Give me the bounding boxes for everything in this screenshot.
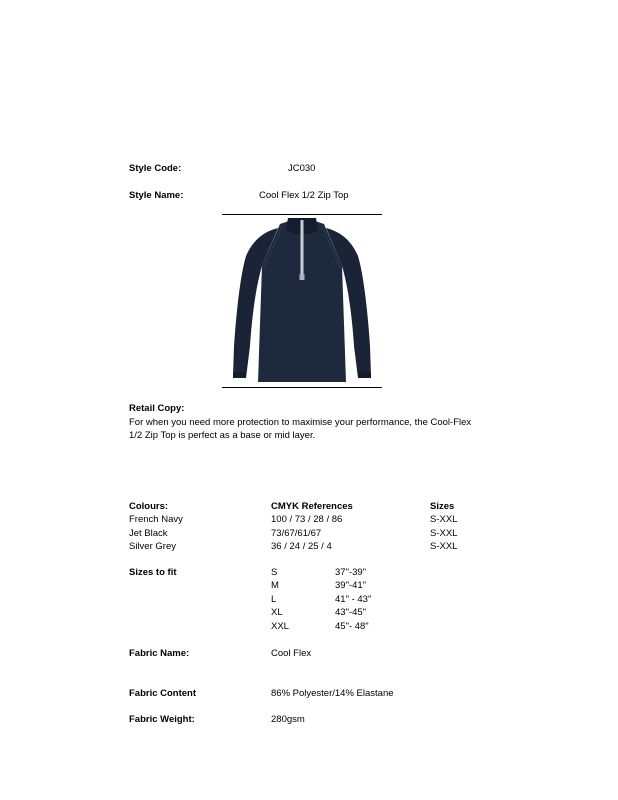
sizes-header: Sizes [430, 501, 455, 512]
colours-header: Colours: [129, 501, 169, 512]
colour-name: Silver Grey [129, 541, 176, 552]
zip-top-garment [233, 218, 371, 382]
colour-name: French Navy [129, 514, 183, 525]
fabric-name-label: Fabric Name: [129, 648, 190, 659]
style-code-value: JC030 [288, 163, 316, 174]
size-fit: 39"-41" [335, 580, 367, 591]
size-fit: 45"- 48" [335, 621, 369, 632]
product-image [222, 216, 382, 386]
image-bottom-rule [222, 387, 382, 388]
colour-sizes: S-XXL [430, 528, 458, 539]
style-name-value: Cool Flex 1/2 Zip Top [259, 190, 349, 201]
fabric-weight-value: 280gsm [271, 714, 305, 725]
size-fit: 41" - 43" [335, 594, 372, 605]
size-fit: 37"-39" [335, 567, 367, 578]
size-code: S [271, 567, 278, 578]
sizes-to-fit-label: Sizes to fit [129, 567, 177, 578]
colour-cmyk: 100 / 73 / 28 / 86 [271, 514, 343, 525]
size-fit: 43"-45" [335, 607, 367, 618]
size-code: XXL [271, 621, 289, 632]
colour-cmyk: 73/67/61/67 [271, 528, 322, 539]
size-code: M [271, 580, 279, 591]
retail-copy-label: Retail Copy: [129, 403, 185, 414]
colour-name: Jet Black [129, 528, 168, 539]
fabric-name-value: Cool Flex [271, 648, 312, 659]
colour-sizes: S-XXL [430, 514, 458, 525]
fabric-content-value: 86% Polyester/14% Elastane [271, 688, 394, 699]
style-code-label: Style Code: [129, 163, 182, 174]
size-code: L [271, 594, 277, 605]
retail-copy-line-2: 1/2 Zip Top is perfect as a base or mid layer. [129, 430, 316, 441]
fabric-content-label: Fabric Content [129, 688, 197, 699]
retail-copy-line-1: For when you need more protection to maximise your performance, the Cool-Flex [129, 417, 472, 428]
style-name-label: Style Name: [129, 190, 184, 201]
image-top-rule [222, 214, 382, 215]
fabric-weight-label: Fabric Weight: [129, 714, 195, 725]
size-code: XL [271, 607, 283, 618]
colour-cmyk: 36 / 24 / 25 / 4 [271, 541, 332, 552]
cmyk-header: CMYK References [271, 501, 353, 512]
colour-sizes: S-XXL [430, 541, 458, 552]
